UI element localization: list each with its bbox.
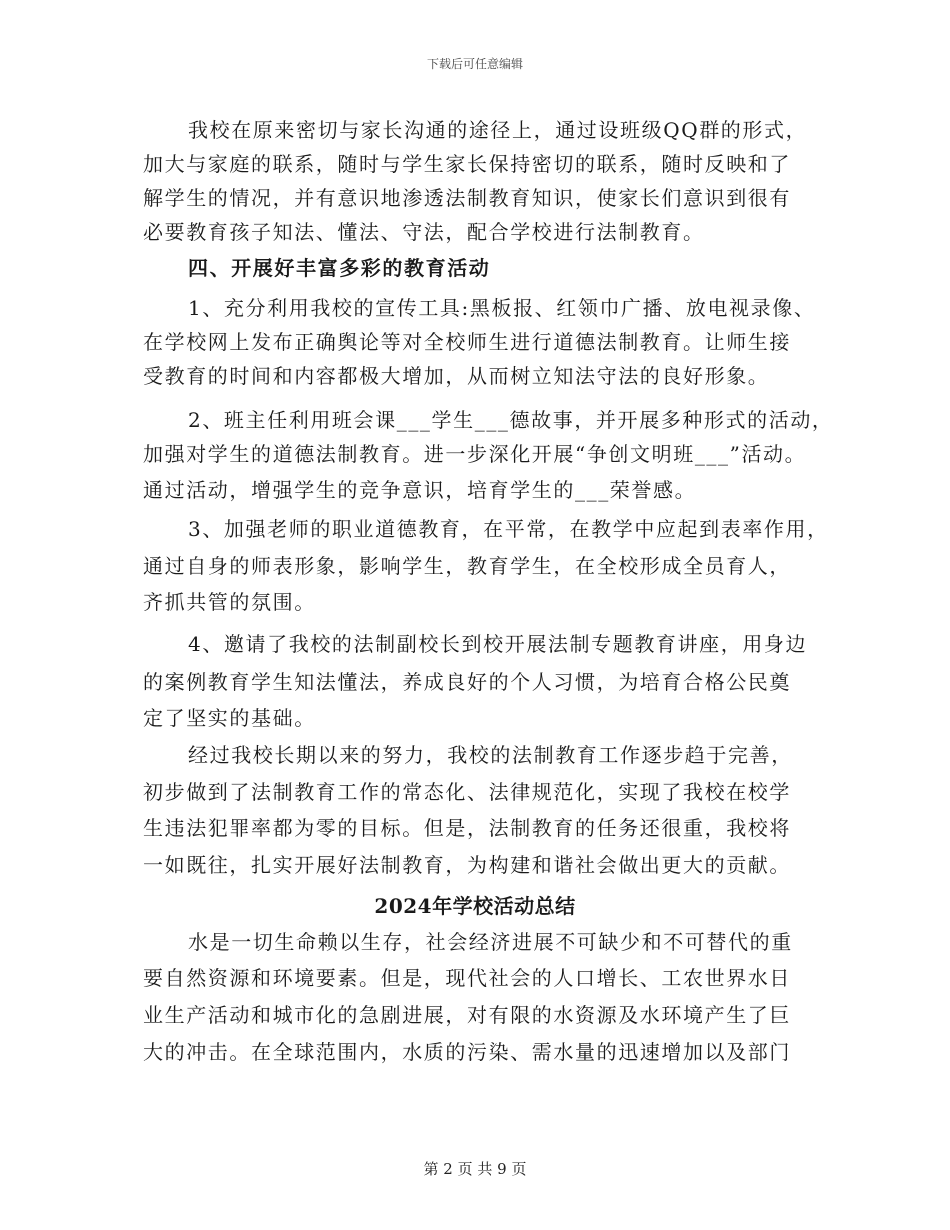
paragraph-line: 齐抓共管的氛围。 (143, 590, 316, 614)
page-footer: 第 2 页 共 9 页 (423, 1160, 527, 1178)
paragraph-line: 1、充分利用我校的宣传工具:黑板报、红领巾广播、放电视录像、 (188, 296, 816, 320)
paragraph-line: 定了坚实的基础。 (143, 706, 316, 730)
paragraph-line: 通过活动，增强学生的竞争意识，培育学生的___荣誉感。 (143, 478, 697, 502)
paragraph-line: 一如既往，扎实开展好法制教育，为构建和谐社会做出更大的贡献。 (143, 853, 791, 877)
paragraph-line: 生违法犯罪率都为零的目标。但是，法制教育的任务还很重，我校将 (143, 816, 791, 840)
paragraph-line: 要自然资源和环境要素。但是，现代社会的人口增长、工农世界水日 (143, 966, 791, 990)
paragraph-line: 必要教育孩子知法、懂法、守法，配合学校进行法制教育。 (143, 220, 705, 244)
paragraph-line: 2、班主任利用班会课___学生___德故事，并开展多种形式的活动， (188, 408, 834, 432)
paragraph-line: 水是一切生命赖以生存，社会经济进展不可缺少和不可替代的重 (188, 930, 793, 954)
paragraph-line: 加大与家庭的联系，随时与学生家长保持密切的联系，随时反映和了 (143, 152, 791, 176)
page-header: 下载后可任意编辑 (426, 57, 523, 71)
paragraph-line: 在学校网上发布正确舆论等对全校师生进行道德法制教育。让师生接 (143, 330, 791, 354)
paragraph-line: 初步做到了法制教育工作的常态化、法律规范化，实现了我校在校学 (143, 780, 791, 804)
paragraph-line: 通过自身的师表形象，影响学生，教育学生，在全校形成全员育人， (143, 554, 791, 578)
paragraph-line: 解学生的情况，并有意识地渗透法制教育知识，使家长们意识到很有 (143, 186, 791, 210)
paragraph-line: 我校在原来密切与家长沟通的途径上，通过设班级QQ群的形式， (188, 118, 808, 142)
paragraph-line: 4、邀请了我校的法制副校长到校开展法制专题教育讲座，用身边 (188, 632, 808, 656)
article-title: 2024年学校活动总结 (374, 894, 576, 918)
paragraph-line: 经过我校长期以来的努力，我校的法制教育工作逐步趋于完善， (188, 743, 793, 767)
paragraph-line: 大的冲击。在全球范围内，水质的污染、需水量的迅速增加以及部门 (143, 1040, 791, 1064)
paragraph-line: 的案例教育学生知法懂法，养成良好的个人习惯，为培育合格公民奠 (143, 670, 791, 694)
section-heading: 四、开展好丰富多彩的教育活动 (188, 256, 491, 280)
paragraph-line: 3、加强老师的职业道德教育，在平常，在教学中应起到表率作用， (188, 517, 829, 541)
paragraph-line: 受教育的时间和内容都极大增加，从而树立知法守法的良好形象。 (143, 364, 770, 388)
paragraph-line: 加强对学生的道德法制教育。进一步深化开展“争创文明班___”活动。 (143, 442, 807, 466)
paragraph-line: 业生产活动和城市化的急剧进展，对有限的水资源及水环境产生了巨 (143, 1003, 791, 1027)
